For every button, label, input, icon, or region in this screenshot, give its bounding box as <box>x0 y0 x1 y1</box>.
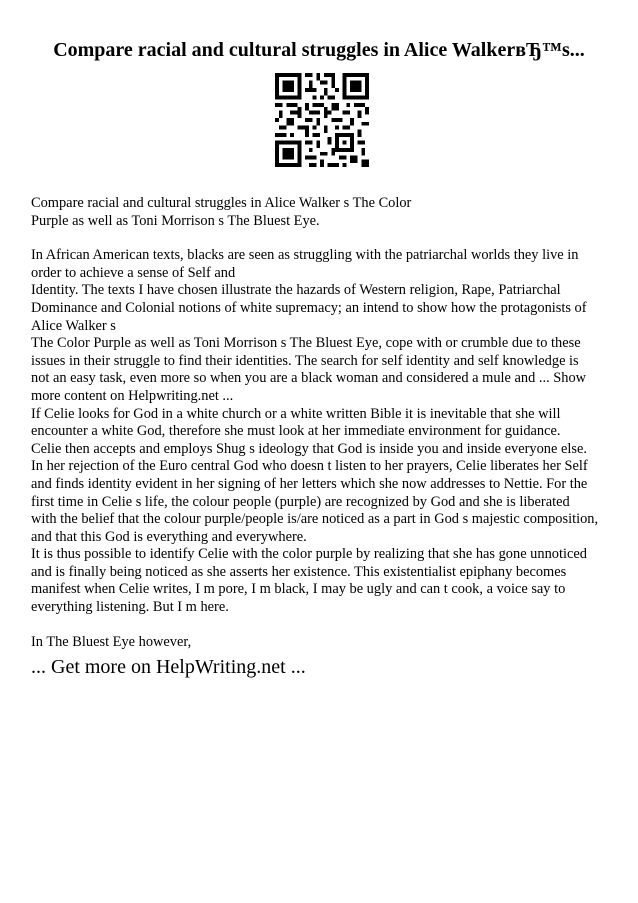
body-line: everything listening. But I m here. <box>31 599 229 616</box>
body-line: Dominance and Colonial notions of white supremacy; an intend to show how the protagonists of <box>31 299 587 316</box>
body-line: It is thus possible to identify Celie with the color purple by realizing that she has gone unnoticed <box>31 546 587 563</box>
body-line: encounter a white God, therefore she must look at her immediate environment for guidance. <box>31 423 561 440</box>
body-line: more content on Helpwriting.net ... <box>31 387 234 404</box>
body-line: If Celie looks for God in a white church or a white written Bible it is inevitable that she will <box>31 405 561 422</box>
get-more-link[interactable]: ... Get more on HelpWriting.net ... <box>31 656 306 678</box>
body-line: Celie then accepts and employs Shug s ideology that God is inside you and inside everyone else. <box>31 440 587 457</box>
body-line: In African American texts, blacks are seen as struggling with the patriarchal worlds they live in <box>31 247 579 264</box>
body-line: The Color Purple as well as Toni Morrison s The Bluest Eye, cope with or crumble due to these <box>31 335 581 352</box>
body-line: with the belief that the colour purple/people is/are noticed as a part in God s majestic composition, <box>31 511 599 528</box>
body-line: manifest when Celie writes, I m pore, I m black, I may be ugly and can t cook, a voice say to <box>31 581 566 598</box>
document-body <box>31 195 615 651</box>
body-line: issues in their struggle to find their identities. The search for self identity and self knowledge is <box>31 352 579 369</box>
qr-code <box>275 73 369 167</box>
paragraph-gap <box>31 617 615 634</box>
body-line: Identity. The texts I have chosen illustrate the hazards of Western religion, Rape, Patriarchal <box>31 282 561 299</box>
body-line: In her rejection of the Euro central God who doesn t listen to her prayers, Celie liberates her Self <box>31 458 588 475</box>
body-line: not an easy task, even more so when you are a black woman and considered a mule and ... Show <box>31 370 587 387</box>
closing-line: In The Bluest Eye however, <box>31 633 192 650</box>
paragraph-gap <box>31 230 615 247</box>
body-line: and is finally being noticed as she asserts her existence. This existentialist epiphany becomes <box>31 563 567 580</box>
document-title: Compare racial and cultural struggles in Alice WalkerвЂ™s... <box>53 39 585 61</box>
body-line: Alice Walker s <box>31 317 116 334</box>
body-line: order to achieve a sense of Self and <box>31 264 236 281</box>
intro-line: Purple as well as Toni Morrison s The Bluest Eye. <box>31 212 320 229</box>
body-line: first time in Celie s life, the colour people (purple) are recognized by God and she is liberated <box>31 493 570 510</box>
intro-line: Compare racial and cultural struggles in Alice Walker s The Color <box>31 195 412 211</box>
body-line: and finds identity evident in her signing of her letters which she now addresses to Nettie. For the <box>31 475 588 492</box>
body-line: and that this God is everything and everywhere. <box>31 528 307 545</box>
